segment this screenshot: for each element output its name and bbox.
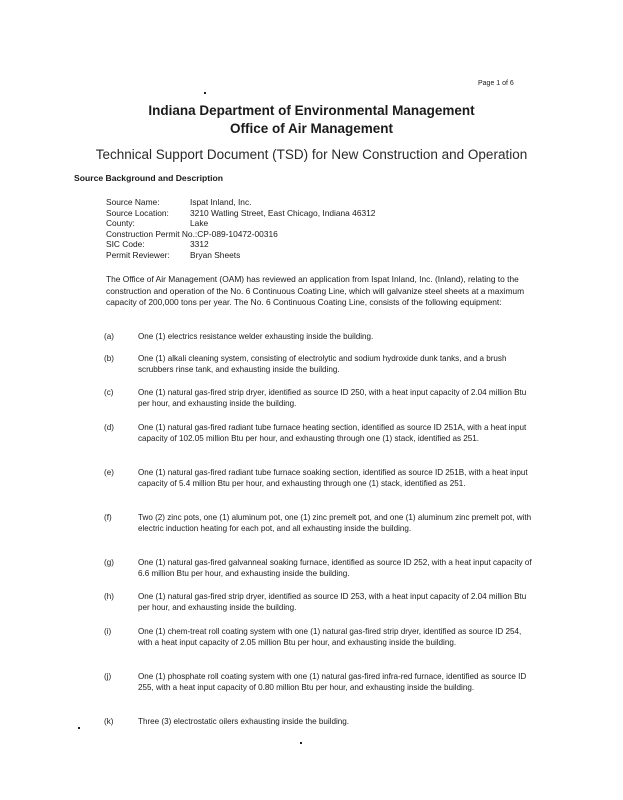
item-text: One (1) natural gas-fired strip dryer, identified as source ID 253, with a heat input capacity of 2.04 million Btu per hour, and exhausting inside the building. [138,592,527,612]
item-marker: (b) [104,354,114,363]
info-label: Source Location: [106,207,169,218]
equipment-item-g [104,557,534,579]
equipment-item-h [104,591,534,613]
info-label: Construction Permit No.: [106,228,198,239]
section-heading: Source Background and Description [74,173,223,183]
permit-reviewer-row [106,250,375,261]
item-text: One (1) natural gas-fired radiant tube furnace soaking section, identified as source ID 251B, with a heat input capacity of 5.4 million Btu per hour, and exhausting through one (1) stack, identified as 251. [138,468,528,488]
equipment-item-j [104,671,534,693]
info-value: Bryan Sheets [190,249,241,260]
item-text: One (1) natural gas-fired strip dryer, identified as source ID 250, with a heat input capacity of 2.04 million Btu per hour, and exhausting inside the building. [138,388,527,408]
equipment-item-d [104,422,534,444]
item-text: Two (2) zinc pots, one (1) aluminum pot, one (1) zinc premelt pot, and one (1) aluminum zinc premelt pot, with electric induction heating for each pot, and all exhausting inside the building. [138,513,532,533]
equipment-item-k [104,716,534,727]
item-marker: (c) [104,388,114,397]
item-marker: (f) [104,513,112,522]
sic-code-row [106,239,375,250]
info-label: SIC Code: [106,239,145,249]
item-marker: (i) [104,627,112,636]
item-marker: (g) [104,558,114,567]
item-text: One (1) natural gas-fired galvanneal soaking furnace, identified as source ID 252, with a heat input capacity of 6.6 million Btu per hour, and exhausting inside the building. [138,558,532,578]
source-name-row [106,197,375,208]
scan-speck [300,742,302,744]
equipment-item-e [104,467,534,489]
scan-speck [204,92,206,94]
equipment-item-f [104,512,534,534]
item-text: One (1) chem-treat roll coating system with one (1) natural gas-fired strip dryer, identified as source ID 254, with a heat input capacity of 2.05 million Btu per hour, and exhausting inside the building. [138,627,522,647]
item-marker: (k) [104,717,114,726]
equipment-item-b [104,353,534,375]
office-title: Office of Air Management [229,121,394,136]
county-row [106,218,375,229]
page-number: Page 1 of 6 [478,80,514,87]
item-text: One (1) natural gas-fired radiant tube furnace heating section, identified as source ID 251A, with a heat input capacity of 102.05 million Btu per hour, and exhausting through one (1) stack, identified as 251. [138,423,527,443]
info-value: Lake [190,218,209,228]
info-label: Permit Reviewer: [106,249,170,260]
equipment-item-a [104,331,534,342]
info-value: 3312 [190,239,209,249]
item-marker: (j) [104,672,112,681]
info-value: 3210 Watling Street, East Chicago, Indiana 46312 [190,207,376,218]
info-value: Ispat Inland, Inc. [190,197,252,207]
source-location-row [106,208,375,219]
scan-speck [78,727,80,729]
info-label: Source Name: [106,197,160,207]
equipment-item-c [104,387,534,409]
agency-title: Indiana Department of Environmental Management [148,103,475,118]
document-title: Technical Support Document (TSD) for New Construction and Operation [95,147,528,162]
equipment-item-i [104,626,534,648]
item-marker: (e) [104,468,114,477]
item-marker: (d) [104,423,114,432]
item-marker: (h) [104,592,114,601]
source-info-table [106,197,375,260]
item-text: One (1) phosphate roll coating system with one (1) natural gas-fired infra-red furnace, identified as source ID 255, with a heat input capacity of 0.80 million Btu per hour, and exhausting inside the building. [138,672,527,692]
item-text: Three (3) electrostatic oilers exhausting inside the building. [138,717,349,726]
item-text: One (1) alkali cleaning system, consisting of electrolytic and sodium hydroxide dunk tanks, and a brush scrubbers rinse tank, and exhausting inside the building. [138,354,507,374]
info-label: County: [106,218,135,228]
item-text: One (1) electrics resistance welder exhausting inside the building. [138,332,374,341]
info-value: CP-089-10472-00316 [197,228,278,239]
intro-paragraph: The Office of Air Management (OAM) has reviewed an application from Ispat Inland, Inc. (Inland), relating to the construction and operation of the No. 6 Continuous Coating Line, which will galvanize steel sheets at a maximum capacity of 200,000 tons per year. The No. 6 Continuous Coating Line, consists of the following equipment: [106,274,525,307]
item-marker: (a) [104,332,114,341]
permit-number-row [106,229,375,240]
